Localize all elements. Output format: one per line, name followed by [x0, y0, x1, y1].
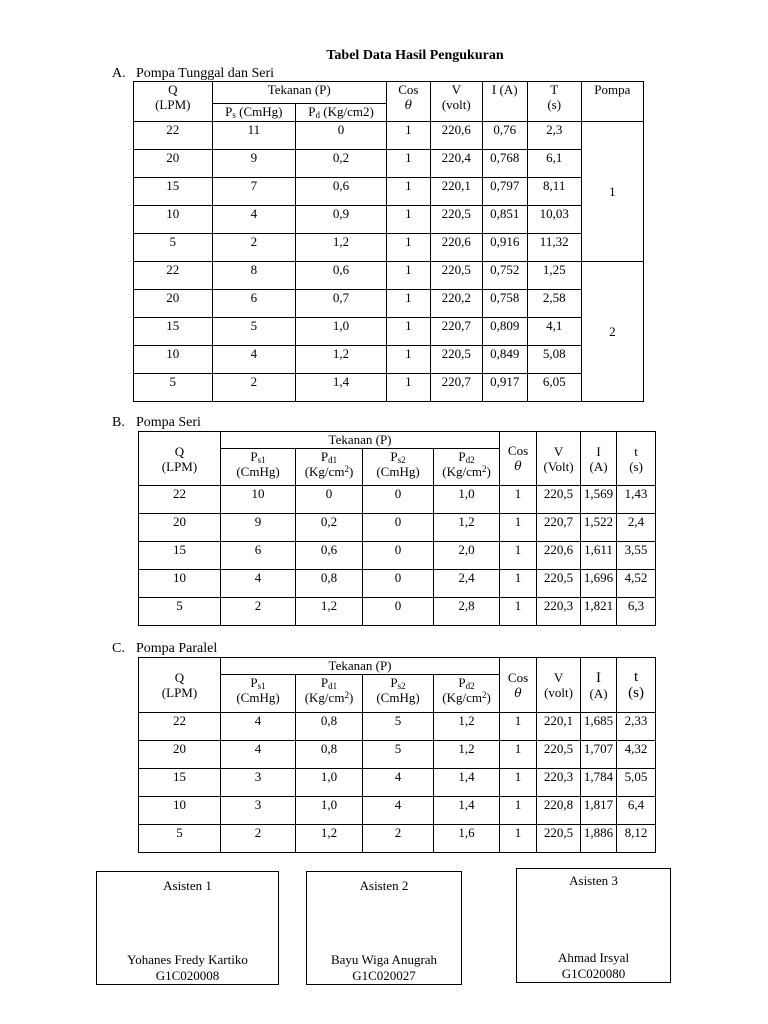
header-q: Q (LPM) [139, 432, 221, 486]
cell-cos: 1 [386, 234, 430, 262]
cell-cos: 1 [386, 290, 430, 318]
cell-t: 1,25 [527, 262, 581, 290]
cell-cos: 1 [386, 122, 430, 150]
cell-t: 1,43 [617, 486, 656, 514]
cell-q: 22 [134, 262, 213, 290]
header-pd2: $P_{d2}$ $(Kg/cm^2)$ [434, 675, 500, 713]
cell-q: 22 [139, 486, 221, 514]
cell-i: 0,916 [482, 234, 527, 262]
header-t: T (s) [527, 82, 581, 122]
cell-ps2: 0 [363, 542, 434, 570]
header-q: Q (LPM) [134, 82, 213, 122]
header-pompa: Pompa [581, 82, 643, 122]
header-i: I (A) [482, 82, 527, 122]
cell-v: 220,5 [430, 346, 482, 374]
cell-ps: 9 [212, 150, 296, 178]
cell-cos: 1 [386, 178, 430, 206]
cell-q: 20 [139, 514, 221, 542]
signature-id: G1C020027 [352, 968, 416, 983]
cell-cos: 1 [386, 318, 430, 346]
cell-t: 6,05 [527, 374, 581, 402]
header-i: I (A) [581, 658, 617, 713]
cell-i: 0,851 [482, 206, 527, 234]
cell-cos: 1 [500, 570, 537, 598]
cell-pompa: 2 [581, 262, 643, 402]
cell-ps2: 0 [363, 598, 434, 626]
header-pd2: $P_{d2}$ $(Kg/cm^2)$ [434, 449, 500, 486]
cell-i: 1,696 [581, 570, 617, 598]
section-c-heading [112, 641, 217, 657]
cell-t: 5,05 [617, 769, 656, 797]
cell-t: 6,4 [617, 797, 656, 825]
table-row [134, 262, 644, 290]
cell-i: 0,809 [482, 318, 527, 346]
table-row [139, 486, 656, 514]
cell-v: 220,3 [537, 598, 581, 626]
cell-t: 6,3 [617, 598, 656, 626]
cell-v: 220,1 [430, 178, 482, 206]
cell-t: 4,32 [617, 741, 656, 769]
signature-name: Yohanes Fredy Kartiko [127, 952, 248, 967]
header-pd1: $P_{d1}$ $(Kg/cm^2)$ [296, 449, 363, 486]
cell-pd: 0,2 [296, 150, 387, 178]
cell-cos: 1 [500, 713, 537, 741]
header-ps: $P_s$ (CmHg) [212, 104, 296, 122]
cell-ps1: 9 [221, 514, 296, 542]
cell-q: 15 [134, 318, 213, 346]
cell-ps: 6 [212, 290, 296, 318]
cell-i: 1,817 [581, 797, 617, 825]
cell-t: 2,4 [617, 514, 656, 542]
cell-v: 220,5 [537, 825, 581, 853]
header-pd: $P_d$ (Kg/cm2) [296, 104, 387, 122]
cell-ps1: 2 [221, 825, 296, 853]
header-cos: Cos θ [386, 82, 430, 122]
header-i: I (A) [581, 432, 617, 486]
cell-pd2: 1,2 [434, 741, 500, 769]
section-a-number: A. [112, 66, 126, 81]
cell-pd: 1,0 [296, 318, 387, 346]
table-row [134, 290, 644, 318]
cell-q: 5 [134, 234, 213, 262]
header-v: V (volt) [430, 82, 482, 122]
cell-pd1: 0,8 [296, 713, 363, 741]
cell-t: 8,12 [617, 825, 656, 853]
cell-v: 220,5 [537, 570, 581, 598]
cell-cos: 1 [386, 262, 430, 290]
cell-pd2: 1,6 [434, 825, 500, 853]
cell-v: 220,5 [537, 486, 581, 514]
table-row [134, 374, 644, 402]
cell-i: 0,768 [482, 150, 527, 178]
cell-q: 15 [139, 769, 221, 797]
cell-pompa: 1 [581, 122, 643, 262]
cell-q: 10 [139, 797, 221, 825]
cell-ps1: 4 [221, 570, 296, 598]
cell-v: 220,3 [537, 769, 581, 797]
cell-ps2: 4 [363, 797, 434, 825]
cell-q: 5 [134, 374, 213, 402]
table-row [134, 150, 644, 178]
cell-ps2: 0 [363, 570, 434, 598]
cell-q: 20 [139, 741, 221, 769]
table-row [134, 346, 644, 374]
table-row [134, 206, 644, 234]
signature-box-1 [96, 871, 279, 985]
header-tekanan: Tekanan (P) [221, 658, 500, 675]
cell-cos: 1 [386, 206, 430, 234]
cell-q: 22 [139, 713, 221, 741]
cell-i: 0,758 [482, 290, 527, 318]
signature-id: G1C020008 [155, 968, 220, 983]
cell-t: 6,1 [527, 150, 581, 178]
cell-v: 220,4 [430, 150, 482, 178]
cell-q: 5 [139, 825, 221, 853]
cell-pd2: 1,4 [434, 769, 500, 797]
cell-ps1: 3 [221, 769, 296, 797]
cell-ps2: 0 [363, 486, 434, 514]
cell-cos: 1 [500, 542, 537, 570]
cell-pd1: 0,2 [296, 514, 363, 542]
cell-cos: 1 [386, 346, 430, 374]
cell-ps: 2 [212, 374, 296, 402]
section-a-label: Pompa Tunggal dan Seri [136, 66, 275, 81]
signature-title: Asisten 3 [569, 873, 618, 888]
signature-box-3 [516, 868, 671, 983]
cell-pd: 0,6 [296, 178, 387, 206]
header-v: V (volt) [537, 658, 581, 713]
signature-title: Asisten 1 [163, 878, 212, 893]
cell-q: 15 [134, 178, 213, 206]
cell-v: 220,6 [430, 122, 482, 150]
cell-cos: 1 [500, 598, 537, 626]
cell-pd1: 0,8 [296, 570, 363, 598]
cell-pd1: 1,0 [296, 769, 363, 797]
table-row [139, 514, 656, 542]
cell-v: 220,5 [430, 262, 482, 290]
cell-ps1: 4 [221, 741, 296, 769]
cell-cos: 1 [500, 514, 537, 542]
cell-pd2: 1,4 [434, 797, 500, 825]
cell-v: 220,2 [430, 290, 482, 318]
cell-ps: 5 [212, 318, 296, 346]
header-t: t (s) [617, 658, 656, 713]
table-row [134, 318, 644, 346]
header-q: Q (LPM) [139, 658, 221, 713]
cell-t: 10,03 [527, 206, 581, 234]
table-pompa-paralel [138, 657, 656, 853]
cell-pd2: 2,8 [434, 598, 500, 626]
cell-i: 1,707 [581, 741, 617, 769]
cell-pd1: 1,2 [296, 825, 363, 853]
table-row [139, 741, 656, 769]
cell-q: 22 [134, 122, 213, 150]
cell-q: 10 [139, 570, 221, 598]
cell-cos: 1 [500, 741, 537, 769]
cell-q: 20 [134, 290, 213, 318]
cell-v: 220,5 [537, 741, 581, 769]
cell-i: 1,685 [581, 713, 617, 741]
cell-cos: 1 [386, 374, 430, 402]
cell-pd2: 1,2 [434, 514, 500, 542]
header-ps2: $P_{s2}$ (CmHg) [363, 449, 434, 486]
cell-v: 220,1 [537, 713, 581, 741]
cell-t: 2,3 [527, 122, 581, 150]
cell-i: 0,797 [482, 178, 527, 206]
cell-t: 2,58 [527, 290, 581, 318]
cell-i: 0,76 [482, 122, 527, 150]
section-b-label: Pompa Seri [136, 415, 201, 430]
cell-ps1: 2 [221, 598, 296, 626]
table-pompa-tunggal [133, 81, 644, 402]
signature-name: Ahmad Irsyal [557, 950, 630, 965]
cell-ps: 4 [212, 206, 296, 234]
table-row [139, 713, 656, 741]
header-tekanan: Tekanan (P) [212, 82, 386, 104]
section-b-heading [112, 415, 201, 431]
header-cos: Cos θ [500, 432, 537, 486]
signature-name: Bayu Wiga Anugrah [330, 952, 438, 967]
cell-v: 220,6 [537, 542, 581, 570]
cell-ps: 11 [212, 122, 296, 150]
cell-i: 0,917 [482, 374, 527, 402]
cell-pd: 1,2 [296, 234, 387, 262]
cell-pd2: 2,0 [434, 542, 500, 570]
cell-cos: 1 [500, 769, 537, 797]
cell-v: 220,7 [430, 374, 482, 402]
table-pompa-seri [138, 431, 656, 626]
cell-ps: 8 [212, 262, 296, 290]
cell-pd: 0 [296, 122, 387, 150]
cell-v: 220,8 [537, 797, 581, 825]
cell-pd1: 0,6 [296, 542, 363, 570]
cell-pd: 1,4 [296, 374, 387, 402]
table-row [134, 234, 644, 262]
header-ps1: $P_{s1}$ (CmHg) [221, 449, 296, 486]
header-v: V (Volt) [537, 432, 581, 486]
cell-q: 5 [139, 598, 221, 626]
cell-cos: 1 [500, 797, 537, 825]
cell-ps1: 10 [221, 486, 296, 514]
cell-cos: 1 [386, 150, 430, 178]
cell-q: 10 [134, 206, 213, 234]
cell-pd: 0,6 [296, 262, 387, 290]
cell-i: 1,569 [581, 486, 617, 514]
header-ps1: $P_{s1}$ (CmHg) [221, 675, 296, 713]
cell-t: 11,32 [527, 234, 581, 262]
section-a-heading [112, 66, 274, 82]
cell-i: 0,752 [482, 262, 527, 290]
cell-pd: 0,9 [296, 206, 387, 234]
page-title: Tabel Data Hasil Pengukuran [326, 48, 504, 63]
cell-t: 3,55 [617, 542, 656, 570]
header-ps2: $P_{s2}$ (CmHg) [363, 675, 434, 713]
cell-ps1: 6 [221, 542, 296, 570]
cell-ps1: 3 [221, 797, 296, 825]
cell-i: 1,821 [581, 598, 617, 626]
cell-t: 5,08 [527, 346, 581, 374]
cell-v: 220,7 [430, 318, 482, 346]
cell-i: 1,522 [581, 514, 617, 542]
cell-v: 220,5 [430, 206, 482, 234]
cell-cos: 1 [500, 486, 537, 514]
cell-i: 1,784 [581, 769, 617, 797]
cell-t: 2,33 [617, 713, 656, 741]
table-row [139, 769, 656, 797]
cell-ps: 4 [212, 346, 296, 374]
section-c-label: Pompa Paralel [136, 641, 218, 656]
cell-pd: 1,2 [296, 346, 387, 374]
cell-t: 4,1 [527, 318, 581, 346]
table-row [134, 122, 644, 150]
cell-ps1: 4 [221, 713, 296, 741]
cell-pd2: 1,2 [434, 713, 500, 741]
table-row [134, 178, 644, 206]
cell-pd2: 2,4 [434, 570, 500, 598]
table-row [139, 825, 656, 853]
header-tekanan: Tekanan (P) [221, 432, 500, 449]
cell-pd1: 0 [296, 486, 363, 514]
cell-ps2: 5 [363, 713, 434, 741]
signature-title: Asisten 2 [359, 878, 409, 893]
cell-cos: 1 [500, 825, 537, 853]
header-t: t (s) [617, 432, 656, 486]
cell-pd1: 0,8 [296, 741, 363, 769]
table-row [139, 797, 656, 825]
cell-pd1: 1,2 [296, 598, 363, 626]
cell-ps2: 2 [363, 825, 434, 853]
cell-v: 220,7 [537, 514, 581, 542]
header-pd1: $P_{d1}$ $(Kg/cm^2)$ [296, 675, 363, 713]
table-row [139, 598, 656, 626]
cell-q: 15 [139, 542, 221, 570]
cell-ps: 7 [212, 178, 296, 206]
cell-pd1: 1,0 [296, 797, 363, 825]
cell-ps2: 4 [363, 769, 434, 797]
table-row [139, 570, 656, 598]
cell-ps: 2 [212, 234, 296, 262]
cell-i: 0,849 [482, 346, 527, 374]
cell-pd: 0,7 [296, 290, 387, 318]
cell-v: 220,6 [430, 234, 482, 262]
cell-pd2: 1,0 [434, 486, 500, 514]
section-c-number: C. [112, 641, 125, 656]
cell-ps2: 5 [363, 741, 434, 769]
cell-i: 1,611 [581, 542, 617, 570]
cell-q: 20 [134, 150, 213, 178]
cell-q: 10 [134, 346, 213, 374]
table-row [139, 542, 656, 570]
cell-i: 1,886 [581, 825, 617, 853]
header-cos: Cos θ [500, 658, 537, 713]
cell-t: 4,52 [617, 570, 656, 598]
signature-box-2 [306, 871, 462, 985]
section-b-number: B. [112, 415, 125, 430]
cell-t: 8,11 [527, 178, 581, 206]
signature-id: G1C020080 [561, 966, 626, 981]
cell-ps2: 0 [363, 514, 434, 542]
